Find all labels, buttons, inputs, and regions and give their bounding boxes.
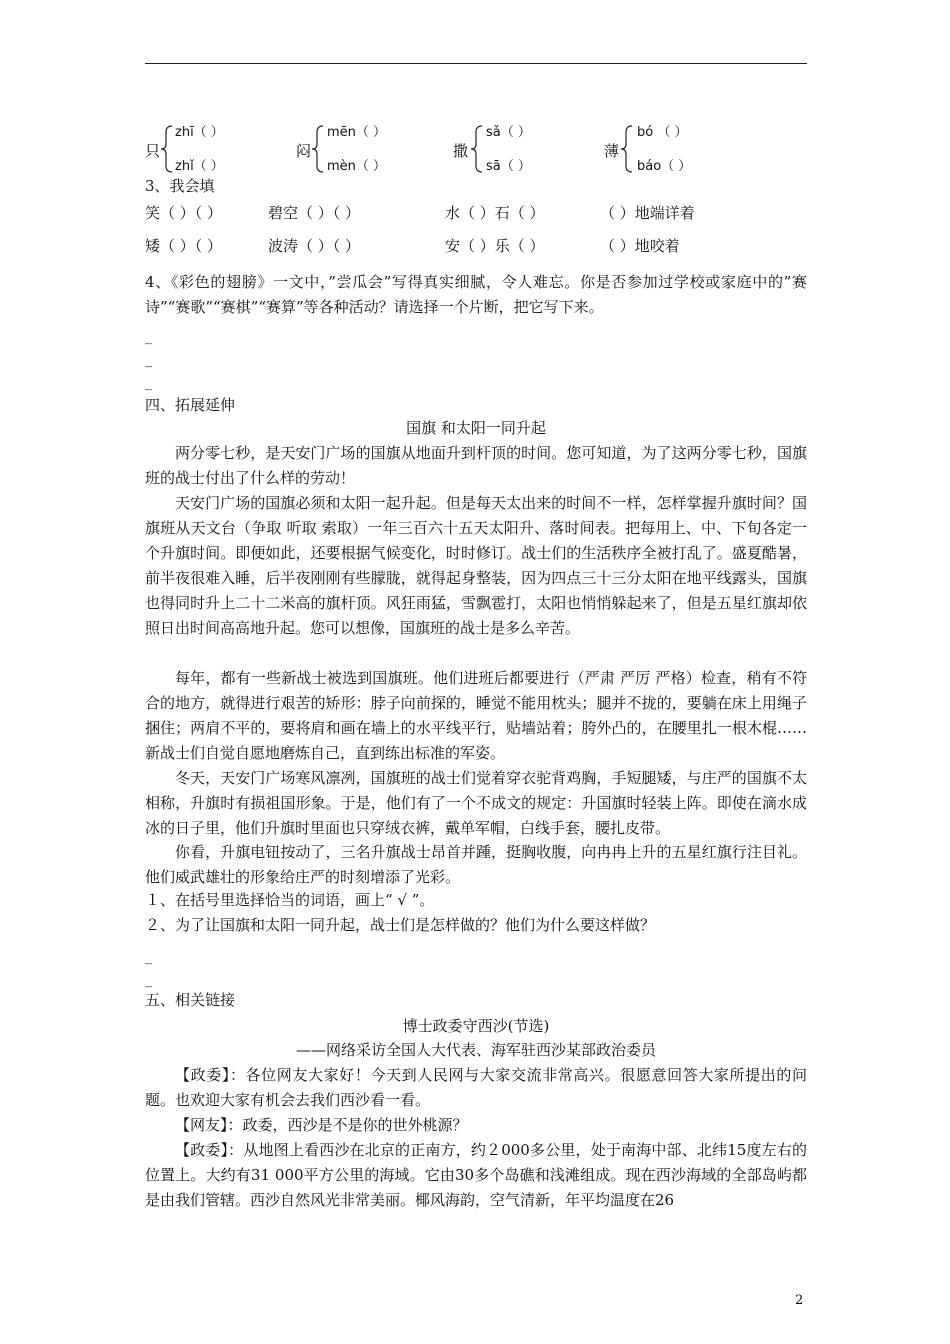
- q3-cell: 笑（ ）（ ）: [145, 204, 223, 222]
- pinyin-bottom: mèn（ ）: [327, 159, 387, 174]
- q3-cell: 碧空（ ）（ ）: [268, 204, 361, 222]
- answer-blank: _: [145, 375, 152, 391]
- section-title: 四、拓展延伸: [145, 396, 236, 414]
- q3-title: 3、我会填: [145, 177, 215, 195]
- pinyin-top: sǎ（ ）: [486, 125, 531, 140]
- brace-icon: [470, 124, 484, 174]
- pinyin-char: 薄: [604, 142, 620, 160]
- q3-cell: （ ）地咬着: [600, 237, 680, 255]
- dialogue-paragraph: 【网友】：政委，西沙是不是你的世外桃源？: [175, 1116, 468, 1134]
- article-paragraph: 天安门广场的国旗必须和太阳一起升起。但是每天太出来的时间不一样，怎样掌握升旗时间？国旗班从天文台（争取 听取 索取）一年三百六十五天太阳升、落时间表。把每用上、中、下旬各定一个升旗时间。即便如此，还要根据气候变化，时时修订。战士们的生活秩序全被打乱了。盛夏酷暑，前半夜很难入睡，后半夜刚刚有些朦胧，就得起身整装，因为四点三十三分太阳在地平线露头，国旗也得同时升上二十二米高的旗杆顶。风狂雨猛，雪飘雹打，太阳也悄悄躲起来了，但是五星红旗却依照日出时间高高地升起。您可以想像，国旗班的战士是多么辛苦。: [145, 494, 807, 637]
- pinyin-bottom: báo（ ）: [637, 159, 692, 174]
- article-paragraph: 冬天，天安门广场寒风凛冽，国旗班的战士们觉着穿衣驼背鸡胸，手短腿矮，与庄严的国旗不太相称，升旗时有损祖国形象。于是，他们有了一个不成文的规定：升国旗时轻装上阵。即使在滴水成冰的日子里，他们升旗时里面也只穿绒衣裤，戴单军帽，白线手套，腰扎皮带。: [145, 769, 807, 837]
- dialogue-paragraph: 【政委】：各位网友大家好！今天到人民网与大家交流非常高兴。很愿意回答大家所提出的问题。也欢迎大家有机会去我们西沙看一看。: [145, 1066, 807, 1109]
- article-title: 博士政委守西沙(节选): [402, 1017, 550, 1035]
- article-subtitle: ——网络采访全国人大代表、海军驻西沙某部政治委员: [295, 1041, 656, 1059]
- question: ２、为了让国旗和太阳一同升起，战士们是怎样做的？他们为什么要这样做？: [145, 916, 656, 934]
- q3-cell: 水（ ）石（ ）: [445, 204, 545, 222]
- page-number: 2: [795, 1293, 804, 1308]
- brace-icon: [160, 124, 174, 174]
- answer-blank: _: [145, 352, 152, 368]
- article-paragraph: 每年，都有一些新战士被选到国旗班。他们进班后都要进行（严肃 严厉 严格）检查，稍有不符合的地方，就得进行艰苦的矫形：脖子向前探的，睡觉不能用枕头；腿并不拢的，要躺在床上用绳子捆住；两肩不平的，要将肩和画在墙上的水平线平行，贴墙站着；胯外凸的，在腰里扎一根木棍……新战士们自觉自愿地磨炼自己，直到练出标准的军姿。: [145, 669, 807, 762]
- answer-blank: _: [145, 329, 152, 345]
- answer-blank: _: [145, 949, 152, 965]
- q3-cell: 矮（ ）（ ）: [145, 237, 223, 255]
- pinyin-bottom: zhǐ（ ）: [175, 159, 224, 174]
- q3-cell: （ ）地端详着: [600, 204, 695, 222]
- brace-icon: [311, 124, 325, 174]
- q3-cell: 安（ ）乐（ ）: [445, 237, 545, 255]
- section-title: 五、相关链接: [145, 991, 236, 1009]
- pinyin-char: 闷: [296, 142, 312, 160]
- header-rule: [145, 63, 807, 64]
- article-paragraph: 你看，升旗电钮按动了，三名升旗战士昂首并踵，挺胸收腹，向冉冉上升的五星红旗行注目礼。他们威武雄壮的形象给庄严的时刻增添了光彩。: [145, 843, 807, 886]
- pinyin-top: mēn（ ）: [327, 125, 387, 140]
- pinyin-top: bó （ ）: [637, 125, 688, 140]
- question: １、在括号里选择恰当的词语，画上“ √ ”。: [145, 891, 435, 909]
- article-paragraph: 两分零七秒，是天安门广场的国旗从地面升到杆顶的时间。您可知道，为了这两分零七秒，国旗班的战士付出了什么样的劳动！: [145, 444, 807, 487]
- dialogue-paragraph: 【政委】：从地图上看西沙在北京的正南方，约２000多公里，处于南海中部、北纬15度左右的位置上。大约有31 000平方公里的海域。它由30多个岛礁和浅滩组成。现在西沙海域的全部岛屿都是由我们管辖。西沙自然风光非常美丽。椰风海韵，空气清新，年平均温度在26: [145, 1141, 807, 1209]
- pinyin-char: 撒: [453, 142, 469, 160]
- answer-blank: _: [145, 972, 152, 988]
- q3-cell: 波涛（ ）（ ）: [268, 237, 361, 255]
- pinyin-top: zhī（ ）: [175, 125, 224, 140]
- pinyin-char: 只: [145, 142, 161, 160]
- brace-icon: [620, 124, 634, 174]
- article-title: 国旗 和太阳一同升起: [406, 419, 546, 437]
- q4-text: 4、《彩色的翅膀》一文中，”尝瓜会”写得真实细腻，令人难忘。你是否参加过学校或家庭中的”赛诗”“赛歌”“赛棋”“赛算”等各种活动？请选择一个片断，把它写下来。: [145, 273, 807, 316]
- pinyin-bottom: sā（ ）: [486, 159, 531, 174]
